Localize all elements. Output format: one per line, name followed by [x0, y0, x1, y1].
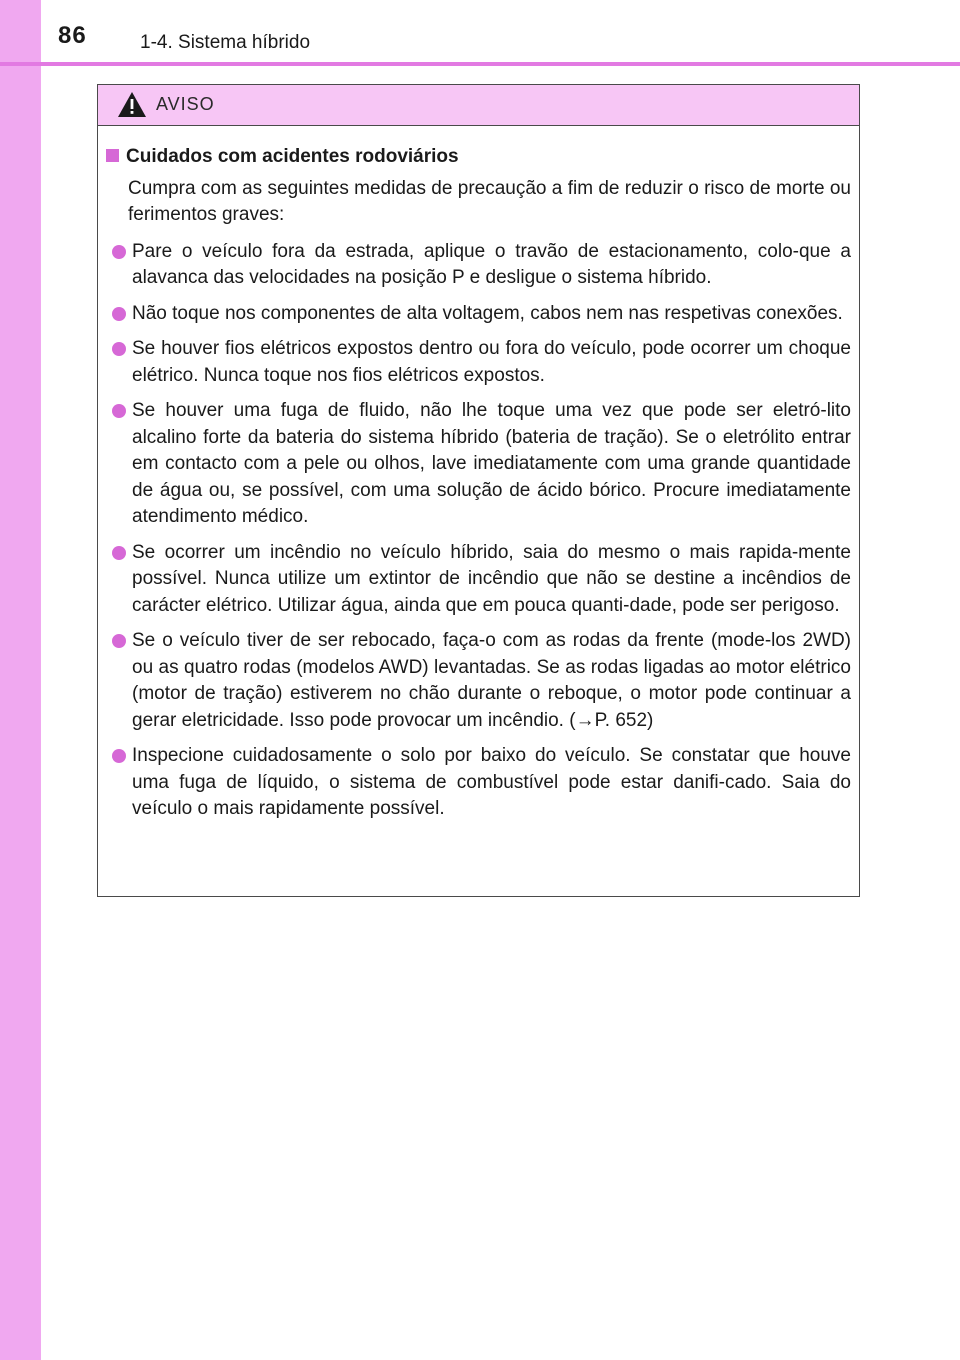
list-item [106, 301, 851, 328]
warning-triangle-icon [117, 91, 147, 118]
warning-label: AVISO [156, 94, 215, 114]
list-item [106, 398, 851, 531]
round-bullet-icon [112, 404, 126, 418]
section-title: 1-4. Sistema híbrido [140, 32, 311, 53]
list-item [106, 239, 851, 292]
round-bullet-icon [112, 245, 126, 259]
list-item-text: Se o veículo tiver de ser rebocado, faça-o com as rodas da frente (mode-los 2WD) ou as quatro rodas (modelos AWD) levantadas. Se as rodas ligadas ao motor elétrico (motor de tração) estiverem no chão durante o reboque, o motor pode continuar a gerar eletricidade. Isso pode provocar um incêndio. (→P. 652) [132, 630, 851, 731]
page-number: 86 [58, 22, 87, 49]
list-item [106, 628, 851, 734]
list-item [106, 336, 851, 389]
round-bullet-icon [112, 749, 126, 763]
warning-heading-text: Cuidados com acidentes rodoviários [126, 146, 459, 167]
header-rule [0, 62, 960, 66]
list-item [106, 540, 851, 620]
round-bullet-icon [112, 342, 126, 356]
warning-heading [106, 144, 851, 171]
list-item-text: Se ocorrer um incêndio no veículo híbrido, saia do mesmo o mais rapida-mente possível. Nunca utilize um extintor de incêndio que não se destine a incêndios de carácter elétrico. Utilizar água, ainda que em pouca quanti-dade, pode ser perigoso. [132, 541, 851, 616]
chapter-side-tab [0, 0, 41, 1360]
list-item-text: Não toque nos componentes de alta voltagem, cabos nem nas respetivas conexões. [132, 302, 843, 324]
page-header [0, 0, 960, 66]
warning-box [97, 84, 860, 897]
warning-header [98, 85, 859, 126]
list-item-text: Se houver uma fuga de fluido, não lhe toque uma vez que pode ser eletró-lito alcalino forte da bateria do sistema híbrido (bateria de tração). Se o eletrólito entrar em contacto com a pele ou olhos, lave imediatamente com uma grande quantidade de água ou, se possível, com uma solução de ácido bórico. Procure imediatamente atendimento médico. [132, 400, 851, 527]
round-bullet-icon [112, 307, 126, 321]
list-item-text: Se houver fios elétricos expostos dentro ou fora do veículo, pode ocorrer um choque elétrico. Nunca toque nos fios elétricos expostos. [132, 338, 851, 386]
list-item [106, 743, 851, 823]
round-bullet-icon [112, 546, 126, 560]
warning-intro: Cumpra com as seguintes medidas de precaução a fim de reduzir o risco de morte ou ferimentos graves: [128, 177, 851, 225]
list-item-text: Inspecione cuidadosamente o solo por baixo do veículo. Se constatar que houve uma fuga de líquido, o sistema de combustível pode estar danifi-cado. Saia do veículo o mais rapidamente possível. [132, 745, 851, 819]
warning-body [98, 126, 859, 823]
round-bullet-icon [112, 634, 126, 648]
list-item-text: Pare o veículo fora da estrada, aplique o travão de estacionamento, colo-que a alavanca das velocidades na posição P e desligue o sistema híbrido. [132, 240, 851, 288]
square-bullet-icon [106, 149, 119, 162]
